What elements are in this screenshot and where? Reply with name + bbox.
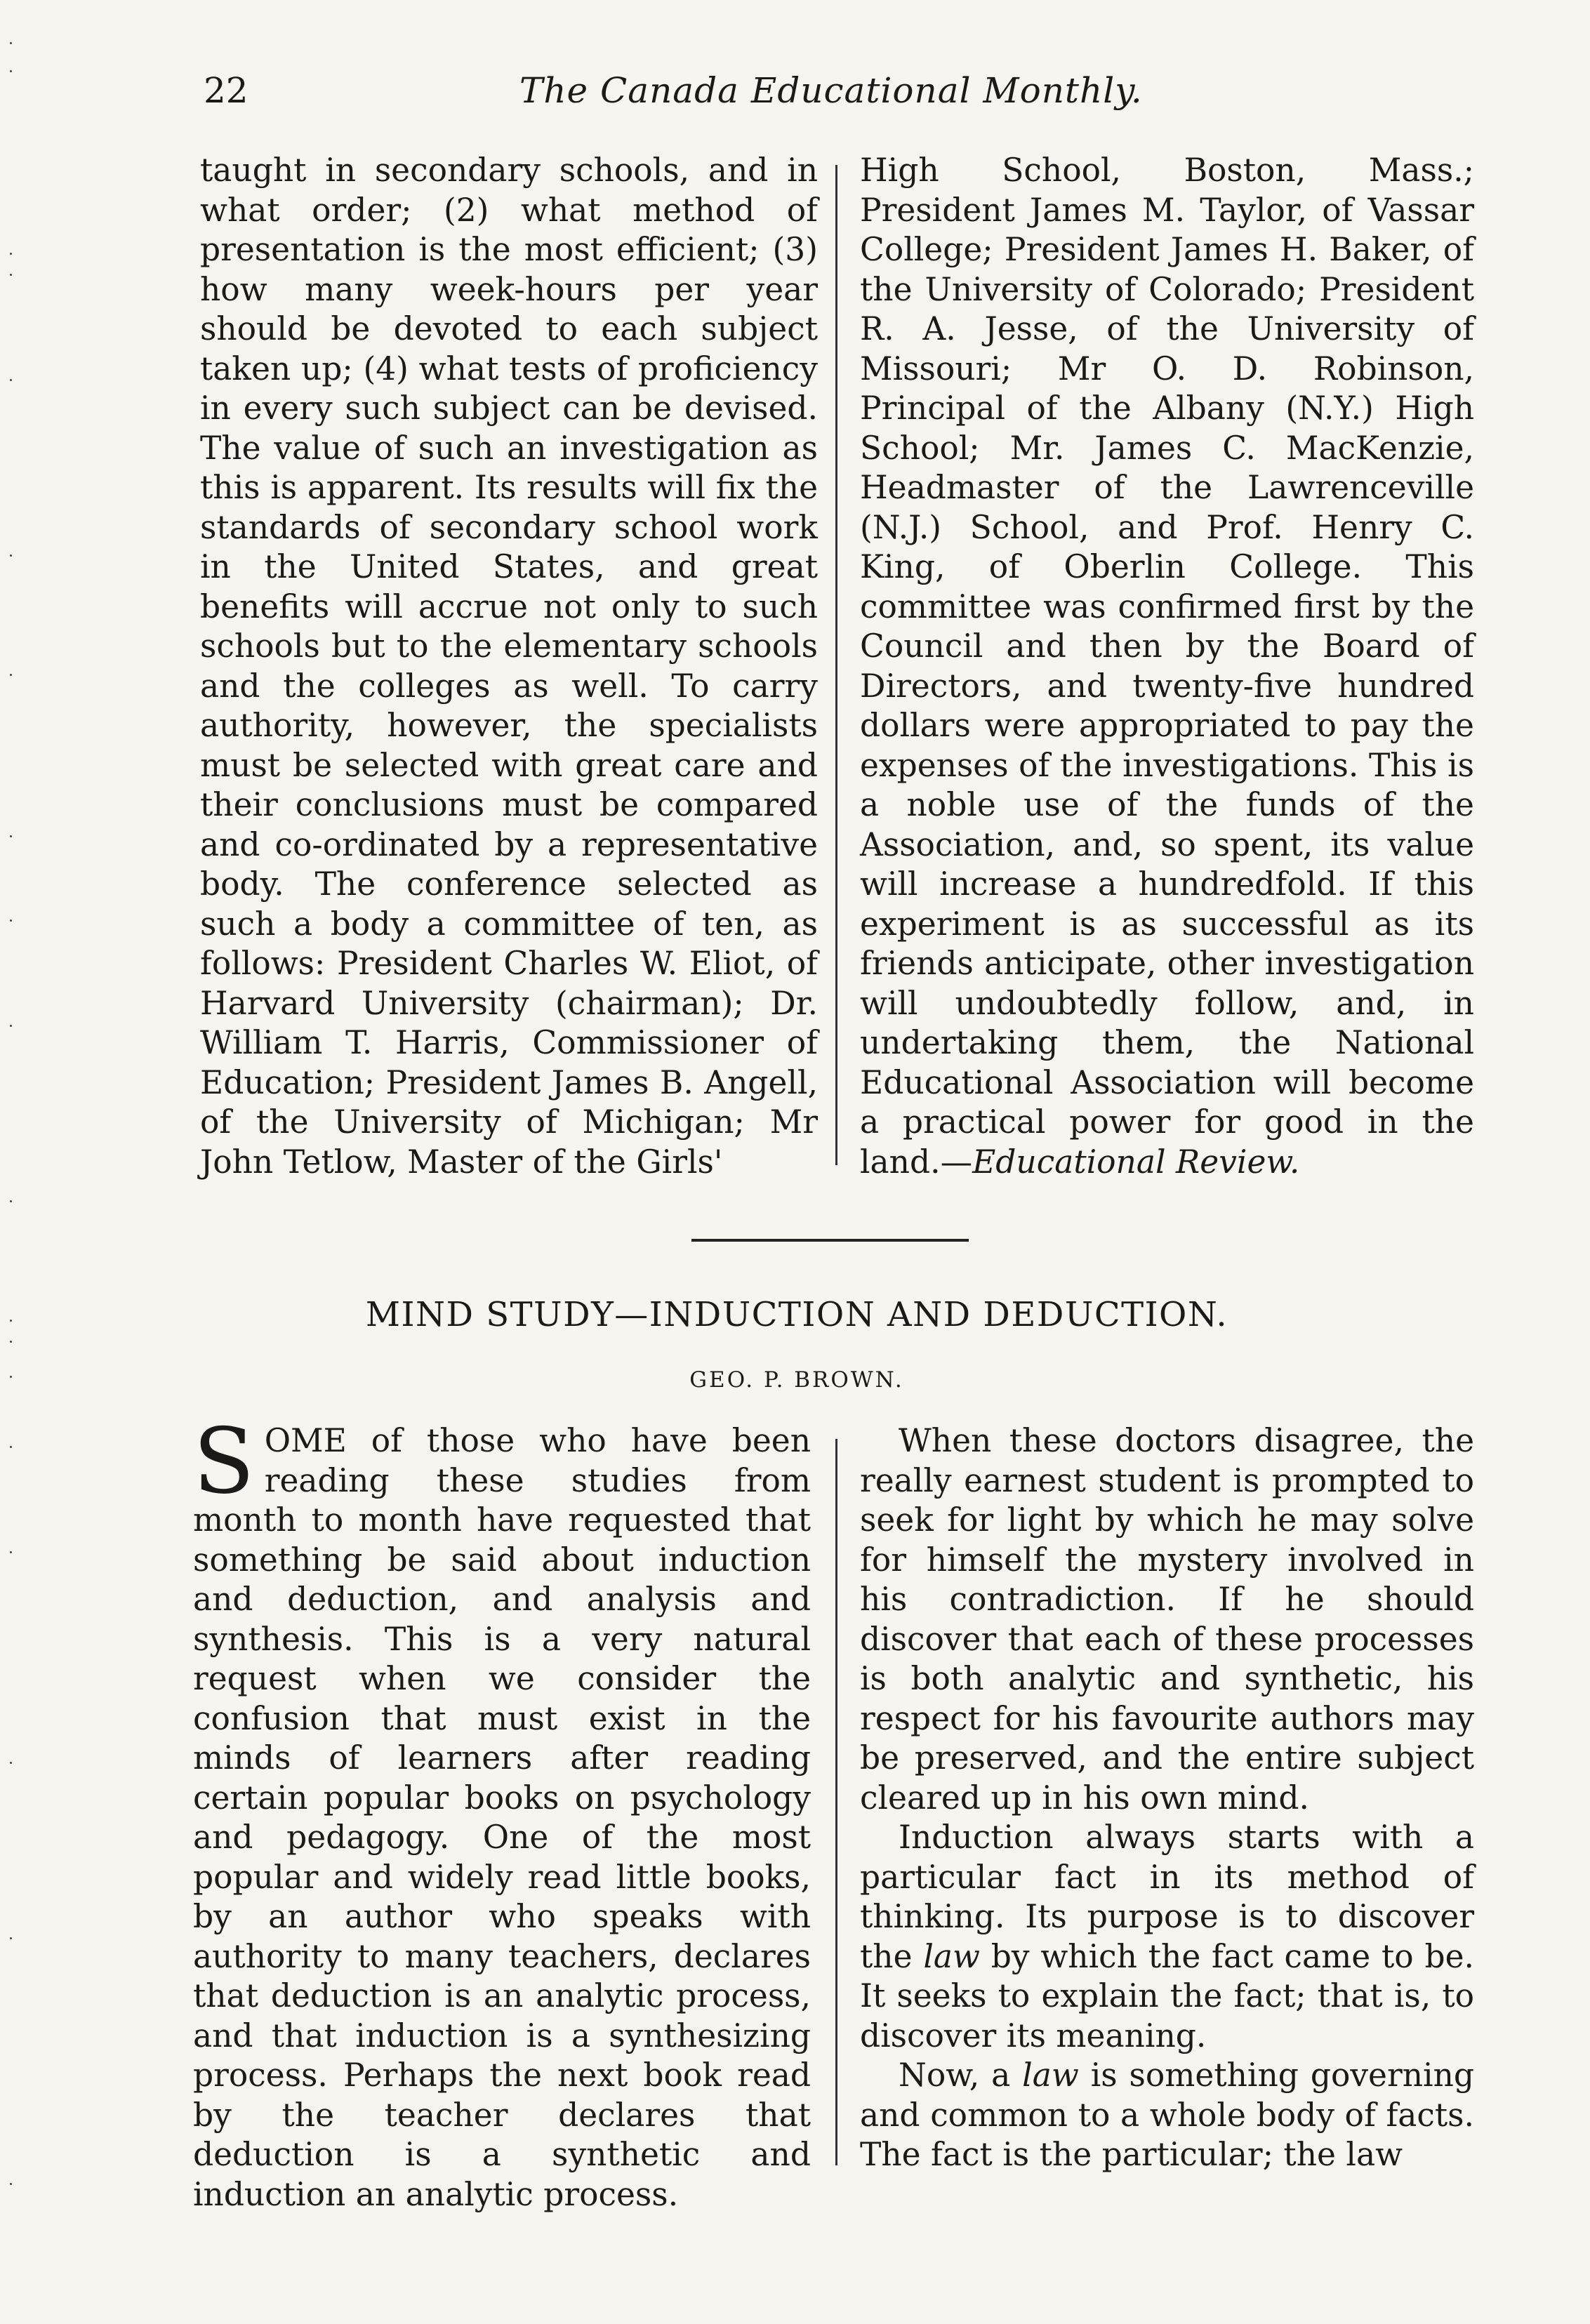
top-right-text: High School, Boston, Mass.; President James M. Taylor, of Vassar College; President James H. Baker, of the University of Colorado; President R. A. Jesse, of the University of Missouri; Mr O. D. Robinson, Principal of the Albany (N.Y.) High School; Mr. James C. MacKenzie, Headmaster of the Lawrenceville (N.J.) School, and Prof. Henry C. King, of Oberlin College. This committee was confirmed first by the Council and then by the Board of Directors, and twenty-five hundred dollars were appropriated to pay the expenses of the investigations. This is a noble use of the funds of the Association, and, so spent, its value will increase a hundredfold. If this experiment is as successful as its friends anticipate, other investigation will undoubtedly follow, and, in undertaking them, the National Educational Association will become a practical power for good in the land.—Educational Review. xyxy=(860,152,1474,1181)
paragraph-3: Now, a law is something governing and common to a whole body of facts. The fact is the particular; the law xyxy=(860,2057,1475,2173)
source-citation: Educational Review. xyxy=(972,1143,1300,1181)
top-right-column xyxy=(860,151,1474,1182)
page-edge-marks xyxy=(10,42,18,2282)
article-title: MIND STUDY—INDUCTION AND DEDUCTION. xyxy=(365,1295,1228,1334)
article-author: GEO. P. BROWN. xyxy=(689,1367,904,1393)
bottom-left-column xyxy=(193,1409,811,2215)
running-head xyxy=(204,70,1362,126)
top-left-text: taught in secondary schools, and in what order; (2) what method of presentation is the most efficient; (3) how many week-hours per year should be devoted to each subject taken up; (4) what tests of proficiency in every such subject can be devised. The value of such an investigation as this is apparent. Its results will fix the standards of secondary school work in the United States, and great benefits will accrue not only to such schools but to the elementary schools and the colleges as well. To carry authority, however, the specialists must be selected with great care and their conclusions must be compared and co-ordinated by a representative body. The conference selected as such a body a committee of ten, as follows: President Charles W. Eliot, of Harvard University (chairman); Dr. William T. Harris, Commissioner of Education; President James B. Angell, of the University of Michigan; Mr John Tetlow, Master of the Girls' xyxy=(200,152,818,1181)
bottom-right-column xyxy=(860,1421,1474,2175)
section-rule xyxy=(691,1239,969,1242)
page-number: 22 xyxy=(204,70,249,111)
column-divider-bottom xyxy=(835,1439,837,2165)
paragraph-1: When these doctors disagree, the really earnest student is prompted to seek for light by which he may solve for himself the mystery involved in his contradiction. If he should discover that each of these processes is both analytic and synthetic, his respect for his favourite authors may be preserved, and the entire subject cleared up in his own mind. xyxy=(860,1422,1474,1817)
journal-title: The Canada Educational Monthly. xyxy=(519,70,1143,111)
top-left-column xyxy=(200,151,818,1182)
bottom-left-text: SOME of those who have been reading these studies from month to month have requested that something be said about induction and deduction, and analysis and synthesis. This is a very natural request when we consider the confusion that must exist in the minds of learners after reading certain popular books on psychology and pedagogy. One of the most popular and widely read little books, by an author who speaks with authority to many teachers, declares that deduction is an analytic process, and that induction is a synthesizing process. Perhaps the next book read by the teacher declares that deduction is a synthetic and induction an analytic process. xyxy=(193,1409,811,2213)
paragraph-2: Induction always starts with a particular fact in its method of thinking. Its purpose is to discover the law by which the fact came to be. It seeks to explain the fact; that is, to discover its meaning. xyxy=(860,1819,1475,2054)
column-divider-top xyxy=(835,165,837,1165)
drop-cap: S xyxy=(193,1409,255,1514)
